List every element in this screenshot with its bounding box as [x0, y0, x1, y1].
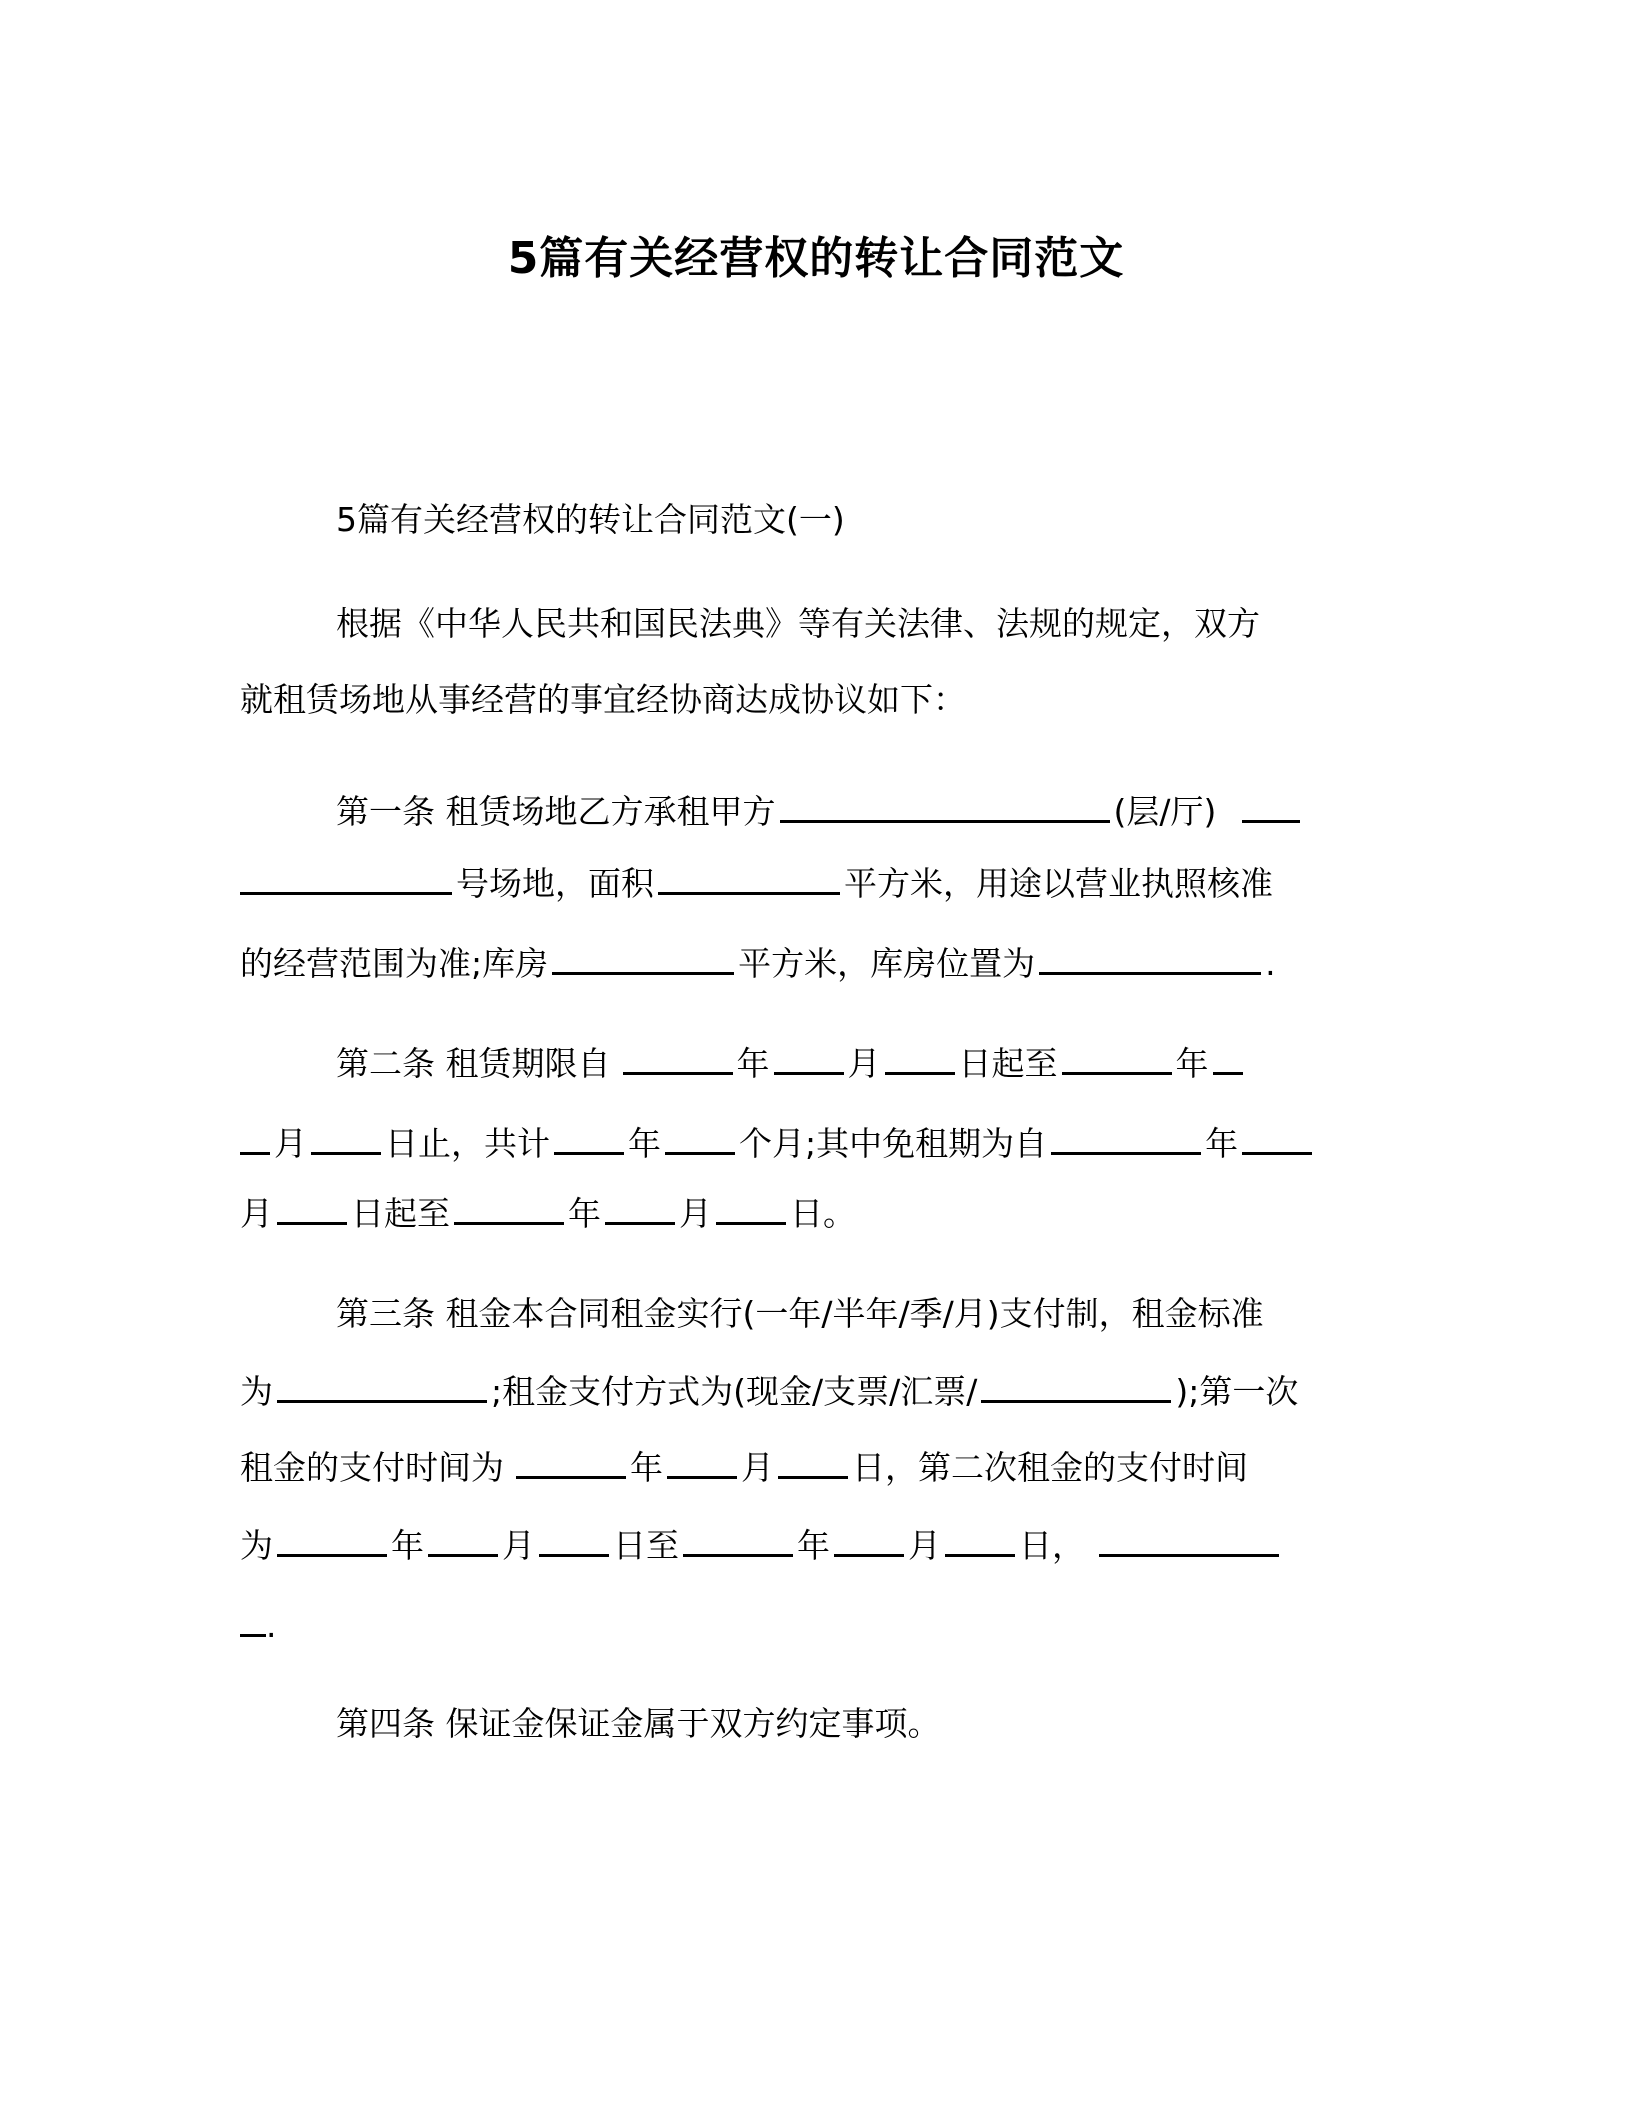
blank-field: [311, 1122, 381, 1155]
article-3-line-5: [240, 1604, 277, 1648]
blank-field: [834, 1524, 904, 1557]
blank-field: [716, 1192, 786, 1225]
article-1-line-3: [240, 942, 1276, 986]
article-1-text: (层/厅): [1113, 792, 1217, 831]
article-2-text: 日起至: [958, 1044, 1058, 1083]
article-2-text: 年: [1175, 1044, 1209, 1083]
article-2-text: 年: [568, 1194, 601, 1233]
article-3-text: 月: [741, 1448, 774, 1487]
blank-field: [240, 1604, 266, 1637]
blank-field: [667, 1446, 737, 1479]
blank-field: [1242, 1122, 1312, 1155]
article-2-text: 日。: [790, 1194, 856, 1233]
blank-field: [516, 1446, 626, 1479]
article-1-text: 平方米，库房位置为: [738, 944, 1036, 983]
article-1-text: 平方米，用途以营业执照核准: [844, 864, 1273, 903]
article-3-text: 日至: [613, 1526, 679, 1565]
blank-field: [554, 1122, 624, 1155]
article-1-line-2: [240, 862, 1273, 906]
article-3-text: );第一次: [1175, 1372, 1299, 1411]
article-3-line-4: [240, 1524, 1283, 1568]
article-4-line-1: 第四条 保证金保证金属于双方约定事项。: [336, 1704, 941, 1743]
blank-field: [1099, 1524, 1279, 1557]
article-3-text: 为: [240, 1526, 273, 1565]
article-3-text: 日，第二次租金的支付时间: [852, 1448, 1248, 1487]
blank-field: [981, 1370, 1171, 1403]
blank-field: [683, 1524, 793, 1557]
article-3-text: 为: [240, 1372, 273, 1411]
article-2-line-1: [336, 1042, 1247, 1086]
article-2-text: 日起至: [351, 1194, 450, 1233]
blank-field: [539, 1524, 609, 1557]
article-2-text: 月: [679, 1194, 712, 1233]
blank-field: [277, 1192, 347, 1225]
blank-field: [658, 862, 840, 895]
article-3-text: 年: [797, 1526, 830, 1565]
blank-field: [552, 942, 734, 975]
blank-field: [605, 1192, 675, 1225]
blank-field: [428, 1524, 498, 1557]
article-3-line-1: 第三条 租金本合同租金实行(一年/半年/季/月)支付制，租金标准: [336, 1294, 1264, 1333]
article-2-text: 年: [736, 1044, 770, 1083]
blank-field: [778, 1446, 848, 1479]
blank-field: [1242, 790, 1300, 823]
article-3-text: 日，: [1019, 1526, 1085, 1565]
blank-field: [774, 1042, 844, 1075]
article-2-line-3: [240, 1192, 856, 1236]
blank-field: [277, 1370, 487, 1403]
article-3-line-3: [240, 1446, 1248, 1490]
article-2-text: 年: [628, 1124, 661, 1163]
blank-field: [1062, 1042, 1172, 1075]
article-3-text: 年: [391, 1526, 424, 1565]
blank-field: [945, 1524, 1015, 1557]
article-1-line-1: [336, 790, 1304, 834]
document-title: 5篇有关经营权的转让合同范文: [507, 233, 1125, 284]
article-2-text: 月: [274, 1124, 307, 1163]
article-3-text: 月: [502, 1526, 535, 1565]
article-2-line-2: [240, 1122, 1316, 1166]
blank-field: [1051, 1122, 1201, 1155]
article-3-line-2: [240, 1370, 1298, 1414]
intro-line-2: 就租赁场地从事经营的事宜经协商达成协议如下：: [240, 680, 966, 719]
article-3-text: 年: [630, 1448, 663, 1487]
article-1-text: 号场地，面积: [456, 864, 654, 903]
article-3-text: ;租金支付方式为(现金/支票/汇票/: [491, 1372, 978, 1411]
blank-field: [240, 862, 452, 895]
blank-field: [240, 1122, 270, 1155]
article-2-text: 日止，共计: [385, 1124, 550, 1163]
blank-field: [454, 1192, 564, 1225]
article-2-text: 第二条 租赁期限自: [336, 1044, 611, 1083]
article-1-text: 的经营范围为准;库房: [240, 944, 549, 983]
intro-line-1: 根据《中华人民共和国民法典》等有关法律、法规的规定，双方: [336, 604, 1260, 643]
article-1-text: .: [1265, 944, 1276, 983]
article-2-text: 月: [240, 1194, 273, 1233]
article-3-text: 租金的支付时间为: [240, 1448, 504, 1487]
blank-field: [277, 1524, 387, 1557]
blank-field: [780, 790, 1110, 823]
article-3-text: 月: [908, 1526, 941, 1565]
blank-field: [665, 1122, 735, 1155]
article-2-text: 月: [847, 1044, 881, 1083]
article-2-text: 年: [1205, 1124, 1239, 1163]
article-1-text: 第一条 租赁场地乙方承租甲方: [336, 792, 776, 831]
blank-field: [623, 1042, 733, 1075]
section-heading: 5篇有关经营权的转让合同范文(一): [336, 500, 845, 539]
article-2-text: 个月;其中免租期为自: [739, 1124, 1048, 1163]
blank-field: [1039, 942, 1261, 975]
blank-field: [885, 1042, 955, 1075]
article-3-text: .: [266, 1606, 277, 1645]
blank-field: [1213, 1042, 1243, 1075]
